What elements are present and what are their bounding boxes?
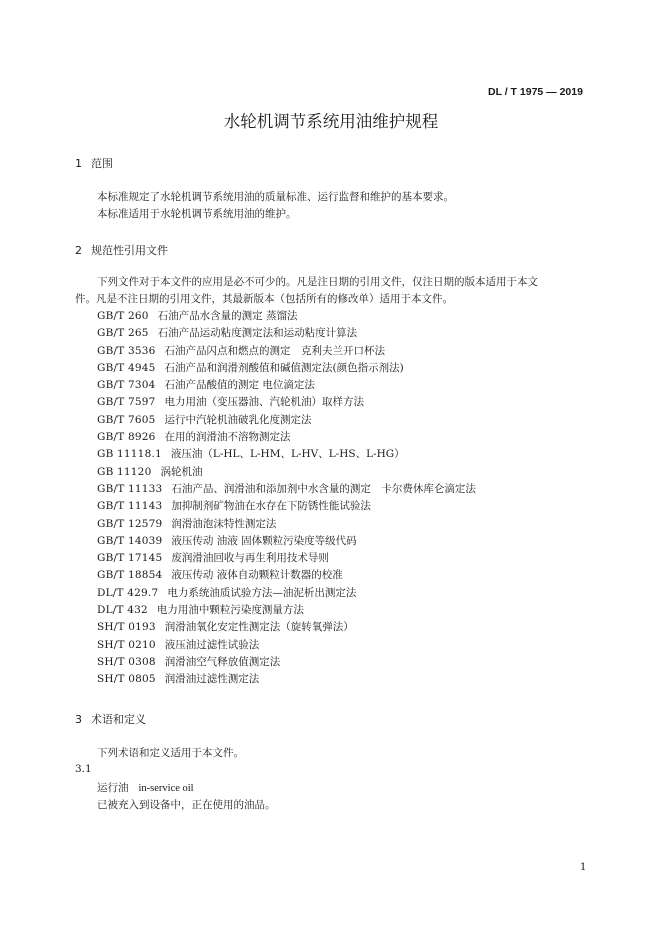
reference-code: GB/T 7605	[97, 413, 156, 426]
reference-code: GB/T 14039	[97, 534, 163, 547]
reference-item	[97, 637, 476, 654]
reference-title: 电力用油中颗粒污染度测量方法	[156, 604, 304, 617]
reference-gap	[158, 585, 167, 602]
reference-title: 电力用油（变压器油、汽轮机油）取样方法	[164, 396, 365, 409]
reference-title: 废润滑油回收与再生利用技术导则	[171, 552, 329, 565]
reference-title: 石油产品和润滑剂酸值和碱值测定法(颜色指示剂法)	[164, 361, 404, 374]
term-number: 3.1	[75, 763, 92, 775]
section-2-title: 规范性引用文件	[91, 244, 168, 257]
reference-code: GB/T 260	[97, 310, 149, 322]
reference-item	[97, 394, 476, 411]
section-1-number: 1	[75, 157, 82, 170]
reference-item	[97, 377, 476, 394]
reference-item	[97, 602, 476, 619]
reference-list	[97, 308, 476, 689]
reference-title: 石油产品水含量的测定 蒸馏法	[157, 310, 298, 322]
reference-title: 液压传动 油液 固体颗粒污染度等级代码	[171, 534, 357, 547]
reference-code: GB 11120	[97, 465, 152, 478]
reference-gap	[156, 654, 165, 671]
reference-gap	[156, 377, 165, 394]
reference-code: GB 11118.1	[97, 448, 162, 461]
reference-item	[97, 429, 476, 446]
reference-code: GB/T 12579	[97, 517, 163, 530]
standard-number: DL / T 1975 — 2019	[488, 86, 583, 98]
reference-title: 石油产品、润滑油和添加剂中水含量的测定 卡尔费休库仑滴定法	[171, 482, 476, 495]
section-1-title: 范围	[91, 157, 113, 170]
section-2-heading	[75, 242, 168, 258]
reference-title: 石油产品运动粘度测定法和运动粘度计算法	[157, 327, 358, 340]
reference-gap	[156, 412, 165, 429]
section-1-heading	[75, 155, 113, 171]
reference-item	[97, 446, 476, 463]
reference-gap	[162, 446, 171, 463]
reference-code: GB/T 18854	[97, 569, 163, 582]
reference-title: 液压传动 液体自动颗粒计数器的校准	[171, 569, 343, 582]
reference-title: 电力系统油质试验方法—油泥析出测定法	[167, 586, 357, 599]
reference-item	[97, 464, 476, 481]
reference-item	[97, 481, 476, 498]
reference-title: 在用的润滑油不溶物测定法	[164, 431, 291, 444]
reference-code: GB/T 11143	[97, 500, 163, 513]
reference-code: SH/T 0210	[97, 638, 156, 651]
reference-code: GB/T 17145	[97, 552, 163, 565]
reference-gap	[149, 308, 158, 325]
reference-item	[97, 619, 476, 636]
reference-title: 石油产品闪点和燃点的测定 克利夫兰开口杯法	[164, 344, 386, 357]
reference-code: DL/T 432	[97, 604, 148, 617]
term-definition: 已被充入到设备中，正在使用的油品。	[97, 799, 276, 811]
reference-item	[97, 412, 476, 429]
term-entry	[97, 780, 194, 795]
reference-item	[97, 308, 476, 325]
reference-gap	[156, 671, 165, 688]
reference-item	[97, 550, 476, 567]
page-number: 1	[580, 862, 587, 873]
reference-code: GB/T 8926	[97, 431, 156, 444]
reference-title: 涡轮机油	[160, 465, 203, 478]
reference-title: 液压油（L-HL、L-HM、L-HV、L-HS、L-HG）	[170, 448, 405, 461]
reference-gap	[156, 360, 165, 377]
reference-title: 运行中汽轮机油破乳化度测定法	[164, 413, 312, 426]
reference-item	[97, 671, 476, 688]
reference-item	[97, 360, 476, 377]
reference-title: 润滑油泡沫特性测定法	[171, 517, 277, 530]
reference-code: SH/T 0193	[97, 621, 156, 634]
section-3-heading	[75, 711, 146, 727]
reference-gap	[156, 619, 165, 636]
term-chinese: 运行油	[97, 782, 129, 794]
reference-item	[97, 585, 476, 602]
reference-item	[97, 498, 476, 515]
reference-code: SH/T 0308	[97, 655, 156, 668]
reference-item	[97, 343, 476, 360]
reference-title: 石油产品酸值的测定 电位滴定法	[164, 379, 315, 392]
reference-title: 液压油过滤性试验法	[164, 638, 260, 651]
reference-title: 加抑制剂矿物油在水存在下防锈性能试验法	[171, 500, 371, 513]
reference-gap	[149, 325, 158, 342]
reference-gap	[156, 343, 165, 360]
reference-code: GB/T 7597	[97, 396, 156, 409]
reference-item	[97, 567, 476, 584]
section-1-paragraph: 本标准适用于水轮机调节系统用油的维护。	[97, 208, 297, 220]
reference-gap	[156, 429, 165, 446]
reference-code: GB/T 265	[97, 327, 149, 340]
reference-item	[97, 533, 476, 550]
reference-code: SH/T 0805	[97, 673, 156, 686]
section-2-intro: 件。凡是不注日期的引用文件，其最新版本（包括所有的修改单）适用于本文件。	[75, 293, 453, 305]
reference-gap	[156, 394, 165, 411]
reference-code: GB/T 3536	[97, 344, 156, 357]
section-3-intro: 下列术语和定义适用于本文件。	[97, 747, 244, 759]
reference-code: GB/T 4945	[97, 361, 156, 374]
section-3-number: 3	[75, 713, 82, 726]
reference-item	[97, 325, 476, 342]
reference-gap	[156, 637, 165, 654]
reference-code: GB/T 11133	[97, 482, 163, 495]
section-3-title: 术语和定义	[91, 713, 146, 726]
reference-title: 润滑油氧化安定性测定法（旋转氧弹法）	[164, 621, 354, 634]
term-english: in-service oil	[138, 783, 194, 794]
reference-item	[97, 654, 476, 671]
reference-gap	[148, 602, 157, 619]
section-1-paragraph: 本标准规定了水轮机调节系统用油的质量标准、运行监督和维护的基本要求。	[97, 191, 454, 203]
reference-code: GB/T 7304	[97, 379, 156, 392]
section-2-intro: 下列文件对于本文件的应用是必不可少的。凡是注日期的引用文件，仅注日期的版本适用于本文	[97, 276, 538, 288]
document-title: 水轮机调节系统用油维护规程	[223, 112, 439, 131]
reference-title: 润滑油过滤性测定法	[164, 673, 260, 686]
reference-code: DL/T 429.7	[97, 586, 159, 599]
reference-item	[97, 516, 476, 533]
reference-title: 润滑油空气释放值测定法	[164, 655, 281, 668]
section-2-number: 2	[75, 244, 82, 257]
